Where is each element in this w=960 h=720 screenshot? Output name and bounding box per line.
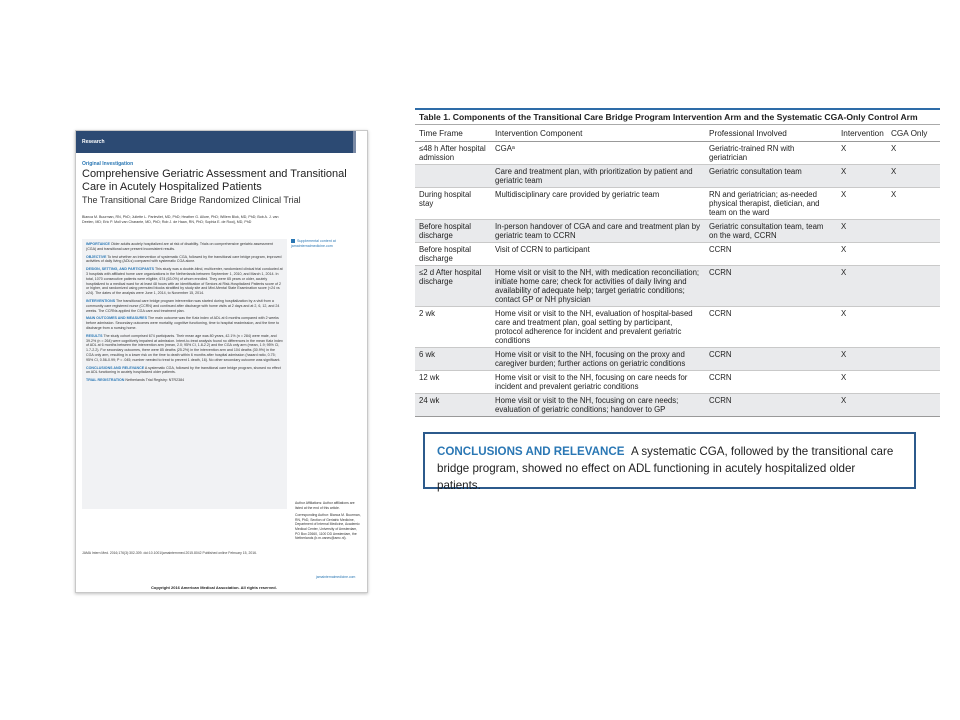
table-row xyxy=(415,243,940,266)
intervention-cell: X xyxy=(837,394,887,417)
cga-only-cell: X xyxy=(887,142,940,165)
time-frame-cell: ≤48 h After hospital admission xyxy=(415,142,491,165)
intervention-cell: X xyxy=(837,243,887,266)
supplemental-text: Supplemental content at jamainternalmedicine.com xyxy=(291,239,336,248)
intervention-cell: X xyxy=(837,266,887,307)
time-frame-cell xyxy=(415,165,491,188)
abstract-text: The transitional care bridge program intervention was started during hospitalization by a visit from a community care registered nurse (CCRN) and continued after discharge with home visits at 2 days and at 2, 6, 12, and 24 weeks. The CCRNs applied the CGA care and treatment plan. xyxy=(86,298,280,313)
cga-only-cell xyxy=(887,220,940,243)
paper-page xyxy=(75,130,368,593)
intervention-cell: X xyxy=(837,142,887,165)
conclusions-text: A systematic CGA, followed by the transitional care bridge program, showed no effect on ADL functioning in acutely hospitalized older patients. xyxy=(437,445,894,492)
header-intervention: Intervention xyxy=(837,125,887,142)
table-row xyxy=(415,371,940,394)
professional-cell: Geriatric consultation team, team on the ward, CCRN xyxy=(705,220,837,243)
cga-only-cell xyxy=(887,266,940,307)
abstract-heading: TRIAL REGISTRATION xyxy=(86,378,125,383)
author-affiliations: Author Affiliations: Author affiliations are listed at the end of this article. xyxy=(295,501,355,510)
header-cga-only: CGA Only xyxy=(887,125,940,142)
component-cell: Home visit or visit to the NH, with medication reconciliation; initiate home care; check for activities of daily living and availability of adequate help; target geriatric conditions; contact GP or NH physician xyxy=(491,266,705,307)
time-frame-cell: Before hospital discharge xyxy=(415,243,491,266)
abstract-section xyxy=(86,242,283,252)
intervention-cell: X xyxy=(837,165,887,188)
time-frame-cell: During hospital stay xyxy=(415,188,491,220)
professional-cell: CCRN xyxy=(705,243,837,266)
intervention-cell: X xyxy=(837,307,887,348)
component-cell: Multidisciplinary care provided by geriatric team xyxy=(491,188,705,220)
abstract-text: This study was a double-blind, multicenter, randomized clinical trial conducted at 3 hospitals with affiliated home care organizations in the Netherlands between September 1, 2010, and March 1, 2014. In total, 1070 consecutive patients were eligible, 674 (63.0%) of whom enrolled. They were 65 years or older, acutely hospitalized to a medical ward for at least 48 hours with an identification of Seniors at Risk-Hospitalized Patients score of 2 or higher, and randomized using permuted blocks stratified by study site and Mini-Mental State Examination score (<24 vs ≥24). The dates of the analysis were June 1, 2014, to November 15, 2014. xyxy=(86,267,283,296)
abstract-section xyxy=(86,299,283,313)
table-row xyxy=(415,348,940,371)
header-intervention-component: Intervention Component xyxy=(491,125,705,142)
article-type-label: Original Investigation xyxy=(82,161,134,167)
table-header-row xyxy=(415,125,940,142)
component-cell: In-person handover of CGA and care and treatment plan by geriatric team to CCRN xyxy=(491,220,705,243)
abstract-section xyxy=(86,316,283,330)
abstract-section xyxy=(86,267,283,296)
abstract-text: A systematic CGA, followed by the transitional care bridge program, showed no effect on ADL functioning in acutely hospitalized older patients. xyxy=(86,365,281,375)
cga-only-cell: X xyxy=(887,188,940,220)
table-row xyxy=(415,220,940,243)
journal-site-link[interactable]: jamainternalmedicine.com xyxy=(316,575,356,579)
copyright-line: Copyright 2016 American Medical Association. All rights reserved. xyxy=(151,585,277,590)
professional-cell: CCRN xyxy=(705,371,837,394)
component-cell: Care and treatment plan, with prioritization by patient and geriatric team xyxy=(491,165,705,188)
abstract-text: To test whether an intervention of systematic CGA, followed by the transitional care bridge program, improved activities of daily living (ADLs) compared with systematic CGA alone. xyxy=(86,254,282,264)
abstract-heading: IMPORTANCE xyxy=(86,242,110,246)
abstract-text: The study cohort comprised 674 participants. Their mean age was 80 years, 42.1% (n = 284) were male, and 39.2% (n = 264) were cognitively impaired at admission. Intent-to-treat analysis found no differences in the mean Katz index of ADL at 6 months between the intervention arm (mean, 2.0; 95% CI, 1.8-2.2) and the CGA only arm (mean, 1.9; 95% CI, 1.7-2.2). For secondary outcomes, there were 85 deaths (25.2%) in the intervention arm and 104 deaths (30.9%) in the CGA only arm, resulting in a lower risk on the time to death within 6 months after hospital admission (hazard ratio, 0.75; 95% CI, 0.56-0.99; P = .045; number needed to treat to prevent 1 death, 16). No other secondary outcome was significant. xyxy=(86,333,283,362)
abstract-heading: RESULTS xyxy=(86,333,103,338)
abstract-text: The main outcome was the Katz index of ADL at 6 months compared with 2 weeks before admission. Secondary outcomes were mortality, cognitive functioning, time to hospital readmission, and the time to discharge from a nursing home. xyxy=(86,316,280,330)
abstract-text: Netherlands Trial Registry: NTR2384 xyxy=(125,378,185,383)
professional-cell: Geriatric-trained RN with geriatrician xyxy=(705,142,837,165)
time-frame-cell: 12 wk xyxy=(415,371,491,394)
time-frame-cell: ≤2 d After hospital discharge xyxy=(415,266,491,307)
professional-cell: CCRN xyxy=(705,307,837,348)
intervention-cell: X xyxy=(837,371,887,394)
time-frame-cell: Before hospital discharge xyxy=(415,220,491,243)
abstract-box xyxy=(82,239,287,509)
table-row xyxy=(415,307,940,348)
article-subtitle: The Transitional Care Bridge Randomized Clinical Trial xyxy=(82,195,301,205)
professional-cell: CCRN xyxy=(705,394,837,417)
component-cell: Home visit or visit to the NH, evaluation of hospital-based care and treatment plan, goal setting by participant, protocol adherence for incident and prevalent geriatric conditions xyxy=(491,307,705,348)
professional-cell: CCRN xyxy=(705,266,837,307)
article-title: Comprehensive Geriatric Assessment and Transitional Care in Acutely Hospitalized Patients xyxy=(82,168,347,193)
table-row xyxy=(415,188,940,220)
time-frame-cell: 6 wk xyxy=(415,348,491,371)
header-time-frame: Time Frame xyxy=(415,125,491,142)
table-row xyxy=(415,266,940,307)
conclusions-box xyxy=(423,432,916,492)
component-cell: Home visit or visit to the NH, focusing on care needs for incident and prevalent geriatric conditions xyxy=(491,371,705,394)
intervention-cell: X xyxy=(837,188,887,220)
cga-only-cell xyxy=(887,394,940,417)
intervention-cell: X xyxy=(837,348,887,371)
cga-only-cell xyxy=(887,243,940,266)
component-cell: Home visit or visit to the NH, focusing on the proxy and caregiver burden; further actions on geriatric conditions xyxy=(491,348,705,371)
time-frame-cell: 24 wk xyxy=(415,394,491,417)
abstract-heading: OBJECTIVE xyxy=(86,254,107,259)
abstract-section xyxy=(86,378,283,383)
abstract-section xyxy=(86,334,283,363)
cga-only-cell xyxy=(887,348,940,371)
cga-only-cell xyxy=(887,371,940,394)
professional-cell: CCRN xyxy=(705,348,837,371)
professional-cell: Geriatric consultation team xyxy=(705,165,837,188)
time-frame-cell: 2 wk xyxy=(415,307,491,348)
abstract-heading: INTERVENTIONS xyxy=(86,298,116,303)
table-row xyxy=(415,394,940,417)
abstract-heading: CONCLUSIONS AND RELEVANCE xyxy=(86,365,145,370)
header-professional-involved: Professional Involved xyxy=(705,125,837,142)
component-cell: CGAᵃ xyxy=(491,142,705,165)
component-cell: Visit of CCRN to participant xyxy=(491,243,705,266)
citation-line: JAMA Intern Med. 2016;176(3):302-309. doi:10.1001/jamainternmed.2015.8042 Published online February 15, 2016. xyxy=(82,551,257,555)
cga-only-cell: X xyxy=(887,165,940,188)
abstract-section xyxy=(86,366,283,376)
components-table xyxy=(415,108,940,414)
professional-cell: RN and geriatrician; as-needed physical therapist, dietician, and team on the ward xyxy=(705,188,837,220)
abstract-heading: MAIN OUTCOMES AND MEASURES xyxy=(86,316,147,321)
corresponding-author: Corresponding Author: Bianca M. Buurman, RN, PhD, Section of Geriatric Medicine, Department of Internal Medicine, Academic Medical Center, University of Amsterdam, PO Box 22660, 1100 DD Amsterdam, the Netherlands (b.m.vanes@amc.nl). xyxy=(295,513,361,541)
affiliations-block xyxy=(295,501,363,541)
author-list: Bianca M. Buurman, RN, PhD; Juliette L. Parlevliet, MD, PhD; Heather G. Allore, PhD; Willem Blok, MD, PhD; Bob A. J. van Deelen, MD; Eric P. Moll van Charante, MD, PhD; Rob J. de Haan, RN, PhD; Sophia E. de Rooij, MD, PhD xyxy=(82,215,279,224)
supplemental-content-link[interactable] xyxy=(291,239,361,249)
table-row xyxy=(415,165,940,188)
component-cell: Home visit or visit to the NH, focusing on care needs; evaluation of geriatric conditions; handover to GP xyxy=(491,394,705,417)
abstract-section xyxy=(86,255,283,265)
table-caption: Table 1. Components of the Transitional Care Bridge Program Intervention Arm and the Systematic CGA-Only Control Arm xyxy=(415,108,940,125)
abstract-heading: DESIGN, SETTING, AND PARTICIPANTS xyxy=(86,267,155,272)
plus-icon xyxy=(291,239,295,243)
table-row xyxy=(415,142,940,165)
abstract-text: Older adults acutely hospitalized are at risk of disability. Trials on comprehensive geriatric assessment (CGA) and transitional care present inconsistent results. xyxy=(86,242,273,251)
section-banner: Research xyxy=(76,131,356,153)
cga-only-cell xyxy=(887,307,940,348)
conclusions-heading: CONCLUSIONS AND RELEVANCE xyxy=(437,445,625,458)
intervention-cell: X xyxy=(837,220,887,243)
